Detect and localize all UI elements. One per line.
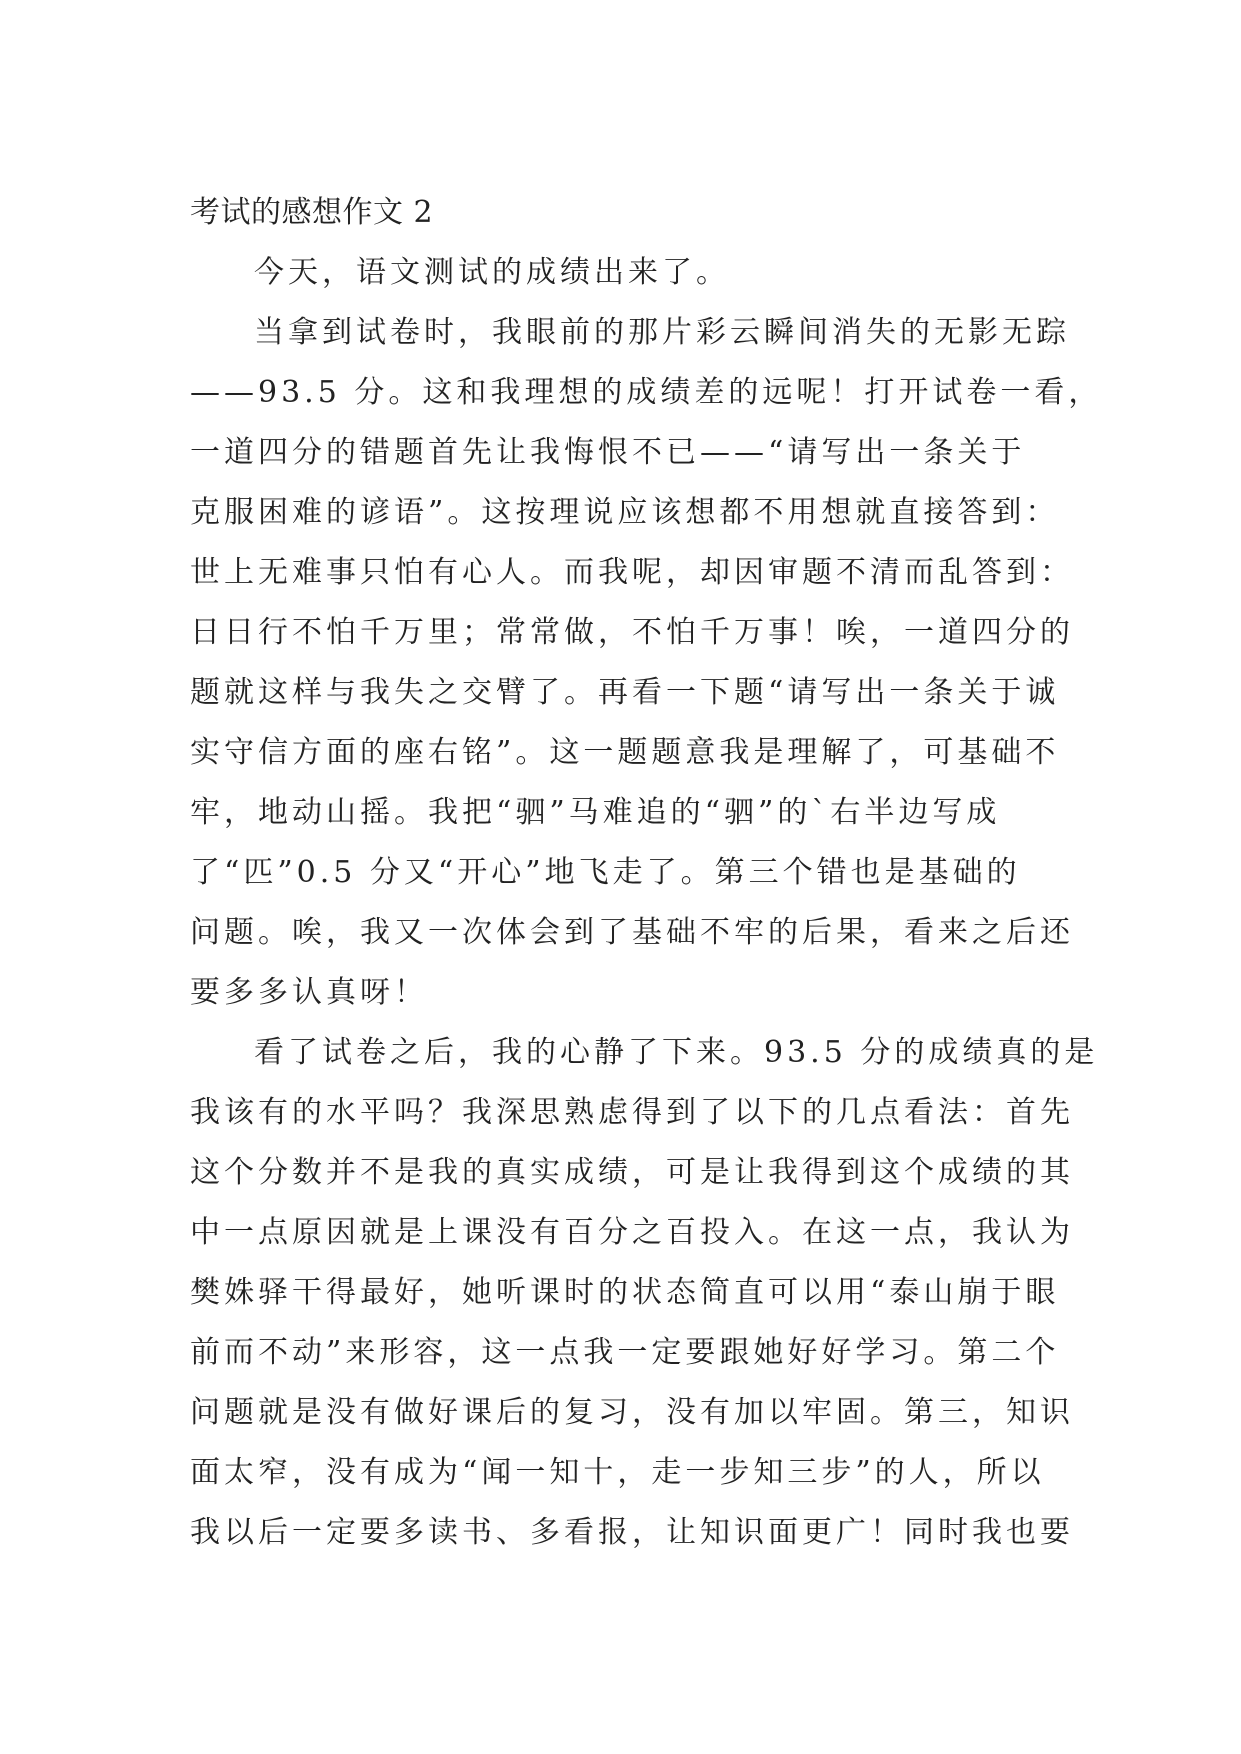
text-line: 克服困难的谚语”。这按理说应该想都不用想就直接答到： (190, 495, 1060, 530)
text-line: 当拿到试卷时，我眼前的那片彩云瞬间消失的无影无踪 (254, 315, 1070, 350)
text-line: 实守信方面的座右铭”。这一题题意我是理解了，可基础不 (190, 735, 1060, 770)
text-line: 一道四分的错题首先让我悔恨不已——“请写出一条关于 (190, 435, 1026, 470)
text-line: 看了试卷之后，我的心静了下来。93.5 分的成绩真的是 (254, 1035, 1099, 1070)
essay-title: 考试的感想作文 2 (190, 195, 434, 230)
text-line: 樊姝驿干得最好，她听课时的状态简直可以用“泰山崩于眼 (190, 1275, 1060, 1310)
text-line: 我以后一定要多读书、多看报，让知识面更广！同时我也要 (190, 1515, 1074, 1550)
text-line: 世上无难事只怕有心人。而我呢，却因审题不清而乱答到： (190, 555, 1074, 590)
text-line: 日日行不怕千万里；常常做，不怕千万事！唉，一道四分的 (190, 615, 1074, 650)
text-line: 我该有的水平吗？我深思熟虑得到了以下的几点看法：首先 (190, 1095, 1074, 1130)
text-line: 牢，地动山摇。我把“驷”马难追的“驷”的`右半边写成 (190, 795, 1001, 830)
text-line: 今天，语文测试的成绩出来了。 (254, 255, 730, 290)
text-line: ——93.5 分。这和我理想的成绩差的远呢！打开试卷一看， (190, 375, 1103, 410)
paragraph-2 (190, 313, 1103, 1013)
text-line: 要多多认真呀！ (190, 975, 428, 1010)
text-line: 前而不动”来形容，这一点我一定要跟她好好学习。第二个 (190, 1335, 1060, 1370)
text-line: 中一点原因就是上课没有百分之百投入。在这一点，我认为 (190, 1215, 1074, 1250)
text-line: 题就这样与我失之交臂了。再看一下题“请写出一条关于诚 (190, 675, 1060, 710)
paragraph-1 (190, 253, 1052, 293)
text-line: 问题就是没有做好课后的复习，没有加以牢固。第三，知识 (190, 1395, 1074, 1430)
paragraph-3 (190, 1033, 1099, 1553)
text-line: 了“匹”0.5 分又“开心”地飞走了。第三个错也是基础的 (190, 855, 1021, 890)
text-line: 面太窄，没有成为“闻一知十，走一步知三步”的人，所以 (190, 1455, 1045, 1490)
document-body (190, 193, 1103, 1573)
text-line: 问题。唉，我又一次体会到了基础不牢的后果，看来之后还 (190, 915, 1074, 950)
text-line: 这个分数并不是我的真实成绩，可是让我得到这个成绩的其 (190, 1155, 1074, 1190)
